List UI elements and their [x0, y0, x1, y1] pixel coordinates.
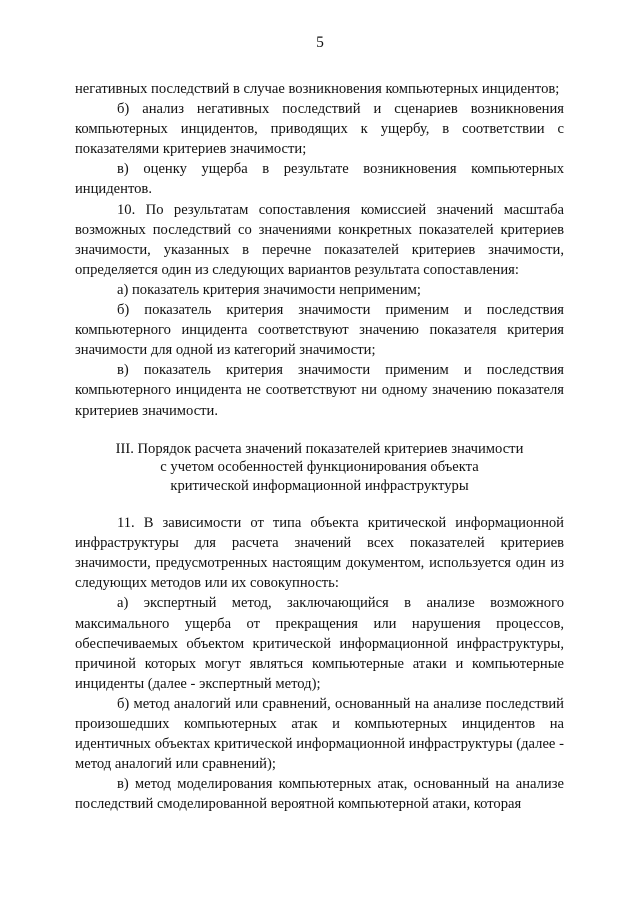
list-item-a-expert-method: а) экспертный метод, заключающийся в анализе возможного максимального ущерба от прекращения или нарушения процессов, обеспечиваемых объектом критической информационной инфраструктуры, причиной которых могут являться компьютерные атаки и компьютерные инциденты (далее - экспертный метод);: [75, 595, 564, 692]
paragraph-continuation: негативных последствий в случае возникновения компьютерных инцидентов;: [75, 81, 560, 97]
list-item-b-analogy-method: б) метод аналогий или сравнений, основанный на анализе последствий произошедших компьютерных атак и компьютерных инцидентов на идентичных объектах критической информационной инфраструктуры (далее - метод аналогий или сравнений);: [75, 695, 564, 773]
paragraph-clause-10: 10. По результатам сопоставления комиссией значений масштаба возможных последствий со значениями конкретных показателей критериев значимости, указанных в перечне показателей критериев значимости, определяется один из следующих вариантов результата сопоставления:: [75, 201, 564, 278]
section-heading-line-3: критической информационной инфраструктуры: [170, 477, 469, 494]
list-item-v-applicable-no-match: в) показатель критерия значимости применим и последствия компьютерного инцидента не соответствуют ни одному значению показателя критериев значимости.: [75, 362, 564, 419]
page-number: 5: [316, 34, 324, 51]
list-item-v-modeling-method: в) метод моделирования компьютерных атак, основанный на анализе последствий смоделированной вероятной компьютерной атаки, которая: [75, 776, 564, 813]
section-heading-line-1: III. Порядок расчета значений показателей критериев значимости: [115, 440, 524, 457]
list-item-v-damage-assessment: в) оценку ущерба в результате возникновения компьютерных инцидентов.: [75, 161, 564, 198]
paragraph-clause-11: 11. В зависимости от типа объекта критической информационной инфраструктуры для расчета значений всех показателей критериев значимости, предусмотренных настоящим документом, используется один из следующих методов или их совокупность:: [75, 515, 564, 592]
list-item-b-analysis: б) анализ негативных последствий и сценариев возникновения компьютерных инцидентов, приводящих к ущербу, в соответствии с показателями критериев значимости;: [75, 101, 564, 158]
list-item-b-applicable-matches: б) показатель критерия значимости применим и последствия компьютерного инцидента соответствуют значению показателя критерия значимости для одной из категорий значимости;: [75, 302, 564, 359]
section-heading: [75, 440, 564, 496]
list-item-a-not-applicable: а) показатель критерия значимости неприменим;: [117, 281, 421, 298]
section-heading-line-2: с учетом особенностей функционирования объекта: [160, 459, 479, 476]
document-body: [75, 79, 564, 815]
